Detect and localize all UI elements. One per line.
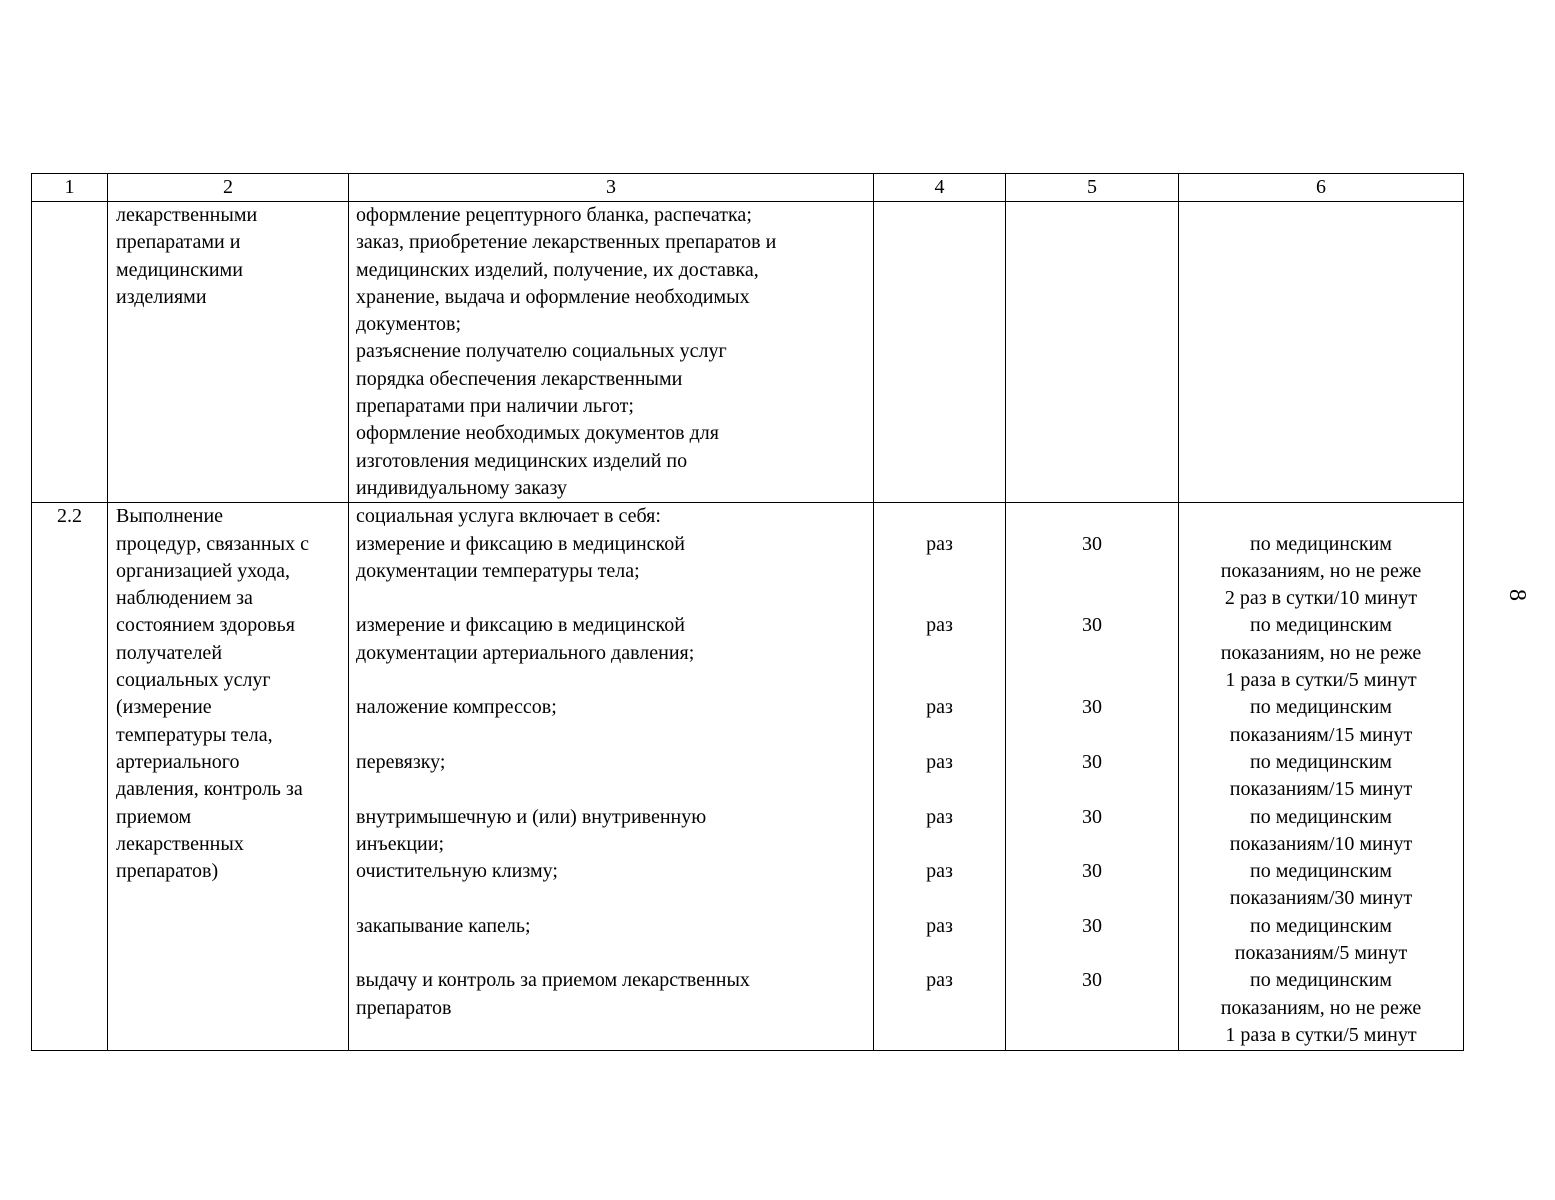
condition-line: показаниям/15 минут (1229, 778, 1413, 801)
cell-condition-empty (1179, 202, 1464, 503)
service-name-lines (116, 503, 346, 885)
service-name-line: препаратов) (116, 860, 219, 883)
service-item-line: закапывание капель; (356, 914, 531, 937)
count-value: 30 (1082, 696, 1102, 719)
service-content-line: оформление рецептурного бланка, распечатка; (356, 204, 752, 226)
service-item-line: препаратов (356, 996, 452, 1019)
condition-line: 2 раз в сутки/10 минут (1224, 587, 1418, 610)
condition-line: по медицинским (1250, 805, 1392, 828)
cell-conditions (1179, 503, 1464, 1051)
count-item (1006, 694, 1178, 749)
service-name-line: получателей (116, 641, 223, 664)
table-row-continued (32, 202, 1464, 503)
condition-item (1179, 612, 1463, 694)
condition-line: 1 раза в сутки/5 минут (1225, 669, 1417, 692)
condition-line: по медицинским (1250, 532, 1392, 555)
service-content-line: разъяснение получателю социальных услуг (356, 340, 727, 363)
condition-line: по медицинским (1250, 614, 1392, 637)
unit-value: раз (926, 614, 953, 637)
unit-value: раз (926, 532, 953, 555)
condition-line: по медицинским (1250, 969, 1392, 992)
condition-item (1179, 694, 1463, 749)
service-content-line: препаратами при наличии льгот; (356, 395, 634, 418)
count-value: 30 (1082, 532, 1102, 555)
unit-value: раз (926, 750, 953, 773)
service-item (356, 913, 869, 968)
unit-list (874, 531, 1005, 1050)
service-item-line: выдачу и контроль за приемом лекарственных (356, 969, 750, 992)
service-name-line: препаратами и (116, 231, 241, 254)
count-item (1006, 967, 1178, 1049)
service-name-line: давления, контроль за (116, 778, 303, 801)
service-item-line: очистительную клизму; (356, 860, 558, 883)
service-name-line: лекарственными (116, 204, 258, 226)
count-item (1006, 531, 1178, 613)
service-name-line: наблюдением за (116, 587, 253, 610)
condition-line: показаниям/10 минут (1229, 832, 1413, 855)
service-name-line: состоянием здоровья (116, 614, 295, 637)
unit-value: раз (926, 696, 953, 719)
header-row (32, 174, 1464, 202)
unit-item (874, 749, 1005, 804)
service-item-line: внутримышечную и (или) внутривенную (356, 805, 707, 828)
count-item (1006, 749, 1178, 804)
condition-line: по медицинским (1250, 696, 1392, 719)
cell-counts (1006, 503, 1179, 1051)
service-content-lines (356, 202, 869, 502)
cell-service-name (108, 202, 349, 503)
page-number: 8 (1504, 589, 1530, 601)
condition-item (1179, 749, 1463, 804)
count-item (1006, 913, 1178, 968)
count-value: 30 (1082, 750, 1102, 773)
count-value: 30 (1082, 914, 1102, 937)
condition-item (1179, 913, 1463, 968)
header-col-5: 5 (1006, 174, 1179, 202)
cell-service-name (108, 503, 349, 1051)
service-name-line: социальных услуг (116, 669, 271, 692)
unit-value: раз (926, 914, 953, 937)
condition-line: показаниям, но не реже (1220, 641, 1422, 664)
cell-service-content (349, 503, 874, 1051)
service-name-line: (измерение (116, 696, 212, 719)
header-col-4: 4 (874, 174, 1006, 202)
row-number: 2.2 (57, 505, 82, 528)
unit-item (874, 694, 1005, 749)
cell-row-number (32, 503, 108, 1051)
service-content-line: индивидуальному заказу (356, 476, 568, 499)
service-intro: социальная услуга включает в себя: (356, 505, 661, 528)
condition-line: по медицинским (1250, 750, 1392, 773)
service-content-line: документов; (356, 313, 462, 336)
header-col-2: 2 (108, 174, 349, 202)
header-col-6: 6 (1179, 174, 1464, 202)
services-table (31, 173, 1464, 1051)
service-item (356, 531, 869, 613)
service-name-line: лекарственных (116, 832, 244, 855)
unit-item (874, 612, 1005, 694)
count-item (1006, 858, 1178, 913)
table-row-2-2 (32, 503, 1464, 1051)
service-content-line: медицинских изделий, получение, их доставка, (356, 258, 759, 281)
count-value: 30 (1082, 614, 1102, 637)
unit-item (874, 804, 1005, 859)
service-name-line: процедур, связанных с (116, 532, 309, 555)
count-value: 30 (1082, 969, 1102, 992)
service-item (356, 858, 869, 913)
service-item (356, 694, 869, 749)
service-item (356, 967, 869, 1049)
service-content-line: оформление необходимых документов для (356, 422, 719, 445)
service-item-line: документации артериального давления; (356, 641, 695, 664)
condition-line: показаниям/30 минут (1229, 887, 1413, 910)
cell-service-content (349, 202, 874, 503)
count-value: 30 (1082, 860, 1102, 883)
service-item (356, 612, 869, 694)
count-item (1006, 804, 1178, 859)
condition-line: 1 раза в сутки/5 минут (1225, 1023, 1417, 1046)
condition-item (1179, 858, 1463, 913)
condition-list (1179, 531, 1463, 1050)
service-item-line: перевязку; (356, 750, 446, 773)
service-item-line: измерение и фиксацию в медицинской (356, 532, 685, 555)
service-content-line: хранение, выдача и оформление необходимых (356, 285, 750, 308)
service-name-line: артериального (116, 750, 240, 773)
condition-item (1179, 804, 1463, 859)
count-list (1006, 531, 1178, 1050)
condition-line: показаниям, но не реже (1220, 559, 1422, 582)
service-item-line: документации температуры тела; (356, 559, 640, 582)
condition-line: показаниям, но не реже (1220, 996, 1422, 1019)
service-name-line: медицинскими (116, 258, 243, 281)
condition-item (1179, 967, 1463, 1049)
unit-item (874, 913, 1005, 968)
service-content-line: изготовления медицинских изделий по (356, 449, 688, 472)
cell-number-empty (32, 202, 108, 503)
service-item-line: наложение компрессов; (356, 696, 557, 719)
unit-item (874, 967, 1005, 1049)
service-name-line: приемом (116, 805, 192, 828)
service-name-line: температуры тела, (116, 723, 273, 746)
cell-unit-empty (874, 202, 1006, 503)
service-content-line: заказ, приобретение лекарственных препаратов и (356, 231, 777, 254)
service-content-line: порядка обеспечения лекарственными (356, 367, 683, 390)
header-col-1: 1 (32, 174, 108, 202)
service-item (356, 749, 869, 804)
service-name-lines (116, 202, 346, 311)
header-col-3: 3 (349, 174, 874, 202)
cell-units (874, 503, 1006, 1051)
service-item-line: инъекции; (356, 832, 445, 855)
unit-value: раз (926, 860, 953, 883)
condition-line: показаниям/15 минут (1229, 723, 1413, 746)
service-item-line: измерение и фиксацию в медицинской (356, 614, 685, 637)
service-items (356, 531, 869, 1050)
count-value: 30 (1082, 805, 1102, 828)
service-name-line: Выполнение (116, 505, 224, 528)
unit-value: раз (926, 969, 953, 992)
service-name-line: изделиями (116, 285, 207, 308)
condition-line: по медицинским (1250, 860, 1392, 883)
unit-item (874, 531, 1005, 613)
condition-item (1179, 531, 1463, 613)
condition-line: по медицинским (1250, 914, 1392, 937)
unit-value: раз (926, 805, 953, 828)
service-name-line: организацией ухода, (116, 559, 290, 582)
count-item (1006, 612, 1178, 694)
service-item (356, 804, 869, 859)
unit-item (874, 858, 1005, 913)
condition-line: показаниям/5 минут (1234, 942, 1408, 965)
cell-count-empty (1006, 202, 1179, 503)
